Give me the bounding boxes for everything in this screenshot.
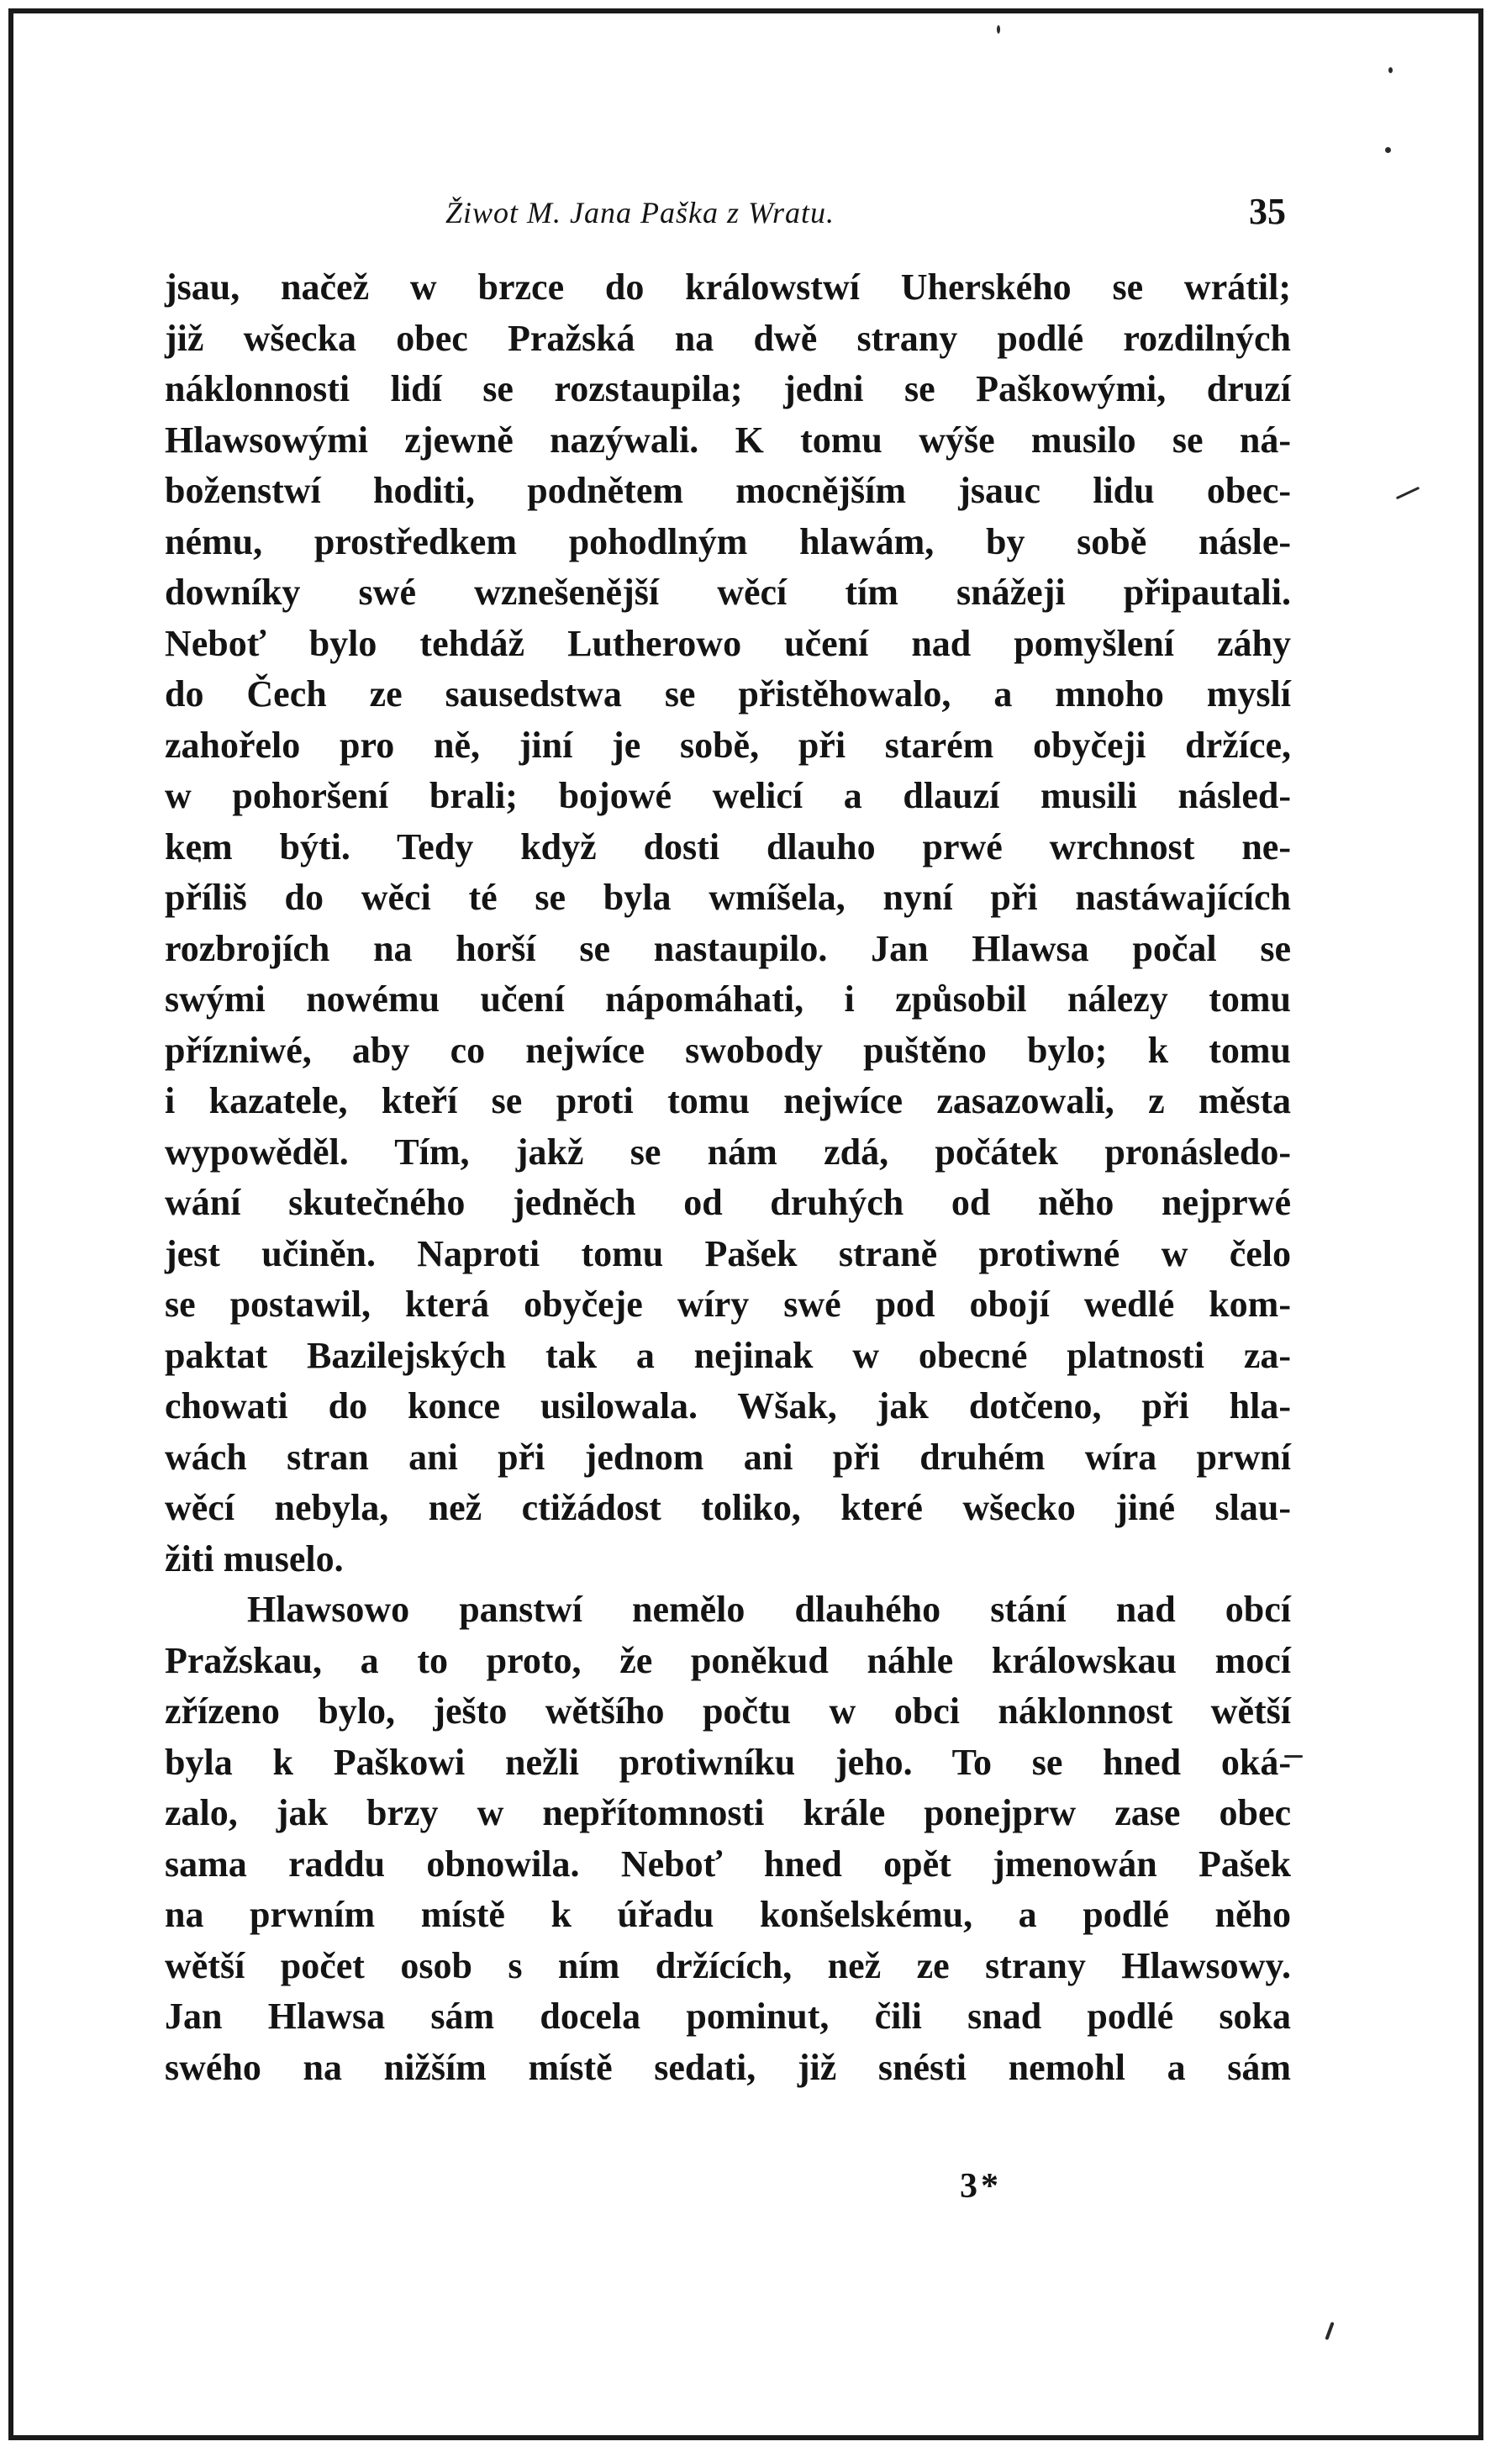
text-line: w pohoršení brali; bojowé welicí a dlauzí musili násled- (165, 775, 1291, 816)
text-line: jest učiněn. Naproti tomu Pašek straně protiwné w čelo (165, 1232, 1291, 1274)
text-line: wách stran ani při jednom ani při druhém wíra prwní (165, 1436, 1291, 1478)
running-head (168, 187, 1286, 237)
text-line: zřízeno bylo, ješto wětšího počtu w obci náklonnost wětší (165, 1690, 1291, 1732)
text-line: na prwním místě k úřadu konšelskému, a podlé něho (165, 1894, 1291, 1935)
scan-speck (1385, 147, 1391, 153)
paragraph (165, 1585, 1291, 2093)
text-line: zahořelo pro ně, jiní je sobě, při starém obyčeji držíce, (165, 724, 1291, 766)
text-line: příliš do wěci té se byla wmíšela, nyní při nastáwajících (165, 877, 1291, 918)
text-line: nému, prostředkem pohodlným hlawám, by sobě násle- (165, 520, 1291, 562)
text-line: wěcí nebyla, než ctižádost toliko, které wšecko jiné slau- (165, 1487, 1291, 1528)
text-line: do Čech ze sausedstwa se přistěhowalo, a mnoho myslí (165, 673, 1291, 715)
text-line: Hlawsowo panstwí nemělo dlauhého stání nad obcí (247, 1589, 1291, 1630)
scan-speck (997, 25, 1000, 34)
scan-speck (1388, 67, 1393, 73)
text-line: Neboť bylo tehdáž Lutherowo učení nad pomyšlení záhy (165, 622, 1291, 664)
text-line: rozbrojích na horší se nastaupilo. Jan Hlawsa počal se (165, 927, 1291, 969)
text-line: wypowěděl. Tím, jakž se nám zdá, počátek pronásledo- (165, 1131, 1291, 1173)
text-line: Jan Hlawsa sám docela pominut, čili snad podlé soka (165, 1996, 1291, 2037)
text-line: wání skutečného jedněch od druhých od něho nejprwé (165, 1182, 1291, 1223)
body-text (165, 262, 1291, 2093)
text-line: swého na nižším místě sedati, již snésti nemohl a sám (165, 2046, 1291, 2088)
text-line: se postawil, která obyčeje wíry swé pod obojí wedlé kom- (165, 1284, 1291, 1325)
text-line: Hlawsowými zjewně nazýwali. K tomu wýše musilo se ná- (165, 419, 1291, 461)
text-line: swými nowému učení nápomáhati, i způsobil nálezy tomu (165, 978, 1291, 1020)
text-line: chowati do konce usilowala. Wšak, jak dotčeno, při hla- (165, 1385, 1291, 1426)
text-line: i kazatele, kteří se proti tomu nejwíce zasazowali, z města (165, 1080, 1291, 1121)
text-line: kem býti. Tedy když dosti dlauho prwé wrchnost ne- (165, 825, 1291, 867)
text-line: žiti muselo. (165, 1537, 344, 1579)
text-line: jsau, načež w brzce do králowstwí Uherského se wrátil; (165, 266, 1291, 308)
signature-mark: 3* (960, 2167, 1002, 2206)
text-line: přízniwé, aby co nejwíce swobody puštěno bylo; k tomu (165, 1029, 1291, 1071)
text-line: paktat Bazilejských tak a nejinak w obecné platnosti za- (165, 1334, 1291, 1376)
text-line: již wšecka obec Pražská na dwě strany podlé rozdilných (165, 317, 1291, 359)
text-line: wětší počet osob s ním držících, než ze strany Hlawsowy. (165, 1944, 1291, 1986)
text-line: zalo, jak brzy w nepřítomnosti krále ponejprw zase obec (165, 1792, 1291, 1833)
text-line: byla k Paškowi nežli protiwníku jeho. To se hned oká- (165, 1741, 1291, 1783)
text-line: downíky swé wznešenější wěcí tím snážeji připautali. (165, 572, 1291, 613)
text-line: Pražskau, a to proto, že poněkud náhle králowskau mocí (165, 1639, 1291, 1681)
text-line: boženstwí hoditi, podnětem mocnějším jsauc lidu obec- (165, 470, 1291, 511)
paragraph (165, 262, 1291, 1585)
running-title: Žiwot M. Jana Paška z Wratu. (445, 196, 835, 229)
text-line: náklonnosti lidí se rozstaupila; jedni se Paškowými, druzí (165, 368, 1291, 409)
text-line: sama raddu obnowila. Neboť hned opět jmenowán Pašek (165, 1843, 1291, 1885)
page-number: 35 (1249, 191, 1286, 232)
